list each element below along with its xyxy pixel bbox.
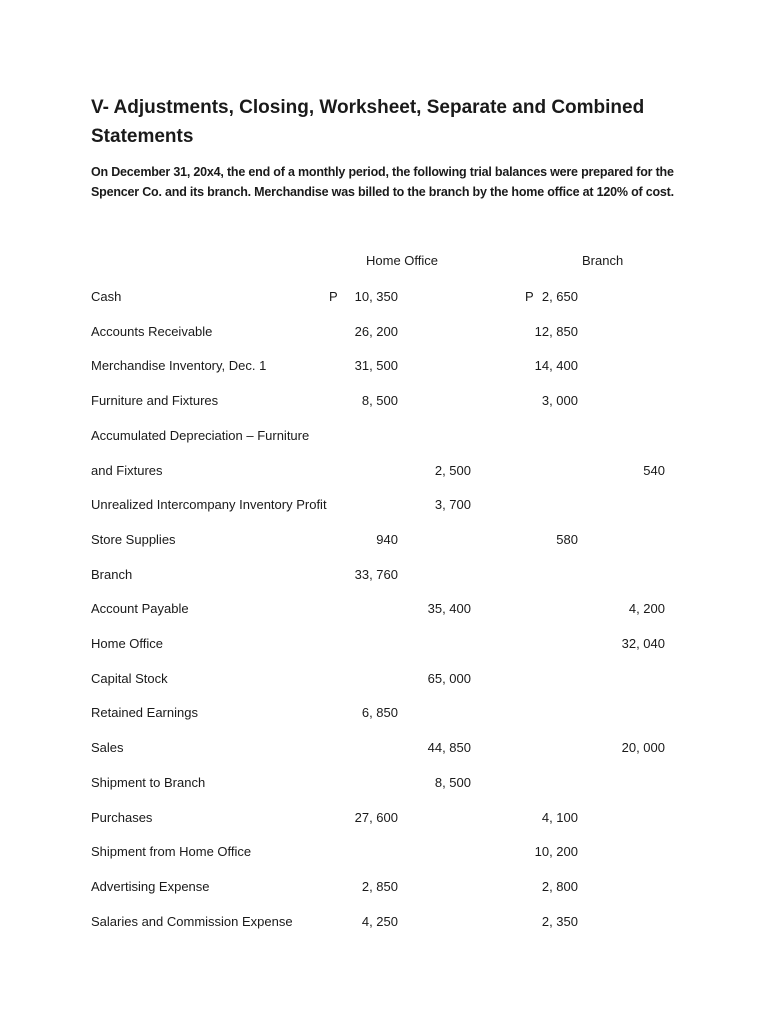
table-row <box>0 357 768 375</box>
home-debit-value: 27, 600 <box>354 810 398 825</box>
account-label: Store Supplies <box>91 532 176 547</box>
account-label: Merchandise Inventory, Dec. 1 <box>91 358 267 373</box>
home-credit-value: 8, 500 <box>434 775 471 790</box>
table-row <box>0 427 768 445</box>
branch-credit-value: 32, 040 <box>621 636 665 651</box>
account-label: Salaries and Commission Expense <box>91 914 293 929</box>
branch-credit-value: 20, 000 <box>621 740 665 755</box>
account-label: Unrealized Intercompany Inventory Profit <box>91 497 327 512</box>
table-row <box>0 704 768 722</box>
table-row <box>0 392 768 410</box>
branch-credit-value: 4, 200 <box>628 601 665 616</box>
table-row <box>0 566 768 584</box>
account-label: Shipment from Home Office <box>91 844 252 859</box>
branch-debit-value: 12, 850 <box>534 324 578 339</box>
home-debit-value: 10, 350 <box>354 289 398 304</box>
account-label: Cash <box>91 289 122 304</box>
home-credit-value: 35, 400 <box>427 601 471 616</box>
table-row <box>0 843 768 861</box>
branch-debit-value: 14, 400 <box>534 358 578 373</box>
branch-debit-value: 2, 650 <box>541 289 578 304</box>
account-label: Account Payable <box>91 601 189 616</box>
account-label: Shipment to Branch <box>91 775 206 790</box>
table-row <box>0 288 768 306</box>
home-debit-value: 4, 250 <box>361 914 398 929</box>
table-row <box>0 496 768 514</box>
page-title: V- Adjustments, Closing, Worksheet, Separate and Combined Statements <box>91 97 645 147</box>
home-credit-value: 3, 700 <box>434 497 471 512</box>
home-debit-value: 940 <box>376 532 398 547</box>
branch-debit-value: 2, 800 <box>541 879 578 894</box>
branch-debit-value: 3, 000 <box>541 393 578 408</box>
table-row <box>0 739 768 757</box>
table-row <box>0 913 768 931</box>
home-debit-value: 31, 500 <box>354 358 398 373</box>
home-debit-value: 6, 850 <box>361 705 398 720</box>
column-header-branch: Branch <box>582 253 624 268</box>
home-credit-value: 65, 000 <box>427 671 471 686</box>
account-label: Accounts Receivable <box>91 324 213 339</box>
table-row <box>0 531 768 549</box>
table-row <box>0 774 768 792</box>
home-debit-value: 2, 850 <box>361 879 398 894</box>
table-row <box>0 323 768 341</box>
account-label: Accumulated Depreciation – Furniture <box>91 428 310 443</box>
currency-symbol: P <box>525 289 534 304</box>
home-debit-value: 8, 500 <box>361 393 398 408</box>
account-label: Capital Stock <box>91 671 168 686</box>
table-row <box>0 809 768 827</box>
account-label: Retained Earnings <box>91 705 198 720</box>
branch-debit-value: 580 <box>556 532 578 547</box>
account-label: and Fixtures <box>91 463 163 478</box>
home-credit-value: 2, 500 <box>434 463 471 478</box>
account-label: Purchases <box>91 810 153 825</box>
account-label: Sales <box>91 740 124 755</box>
table-row <box>0 462 768 480</box>
table-row <box>0 878 768 896</box>
home-credit-value: 44, 850 <box>427 740 471 755</box>
currency-symbol: P <box>329 289 338 304</box>
account-label: Furniture and Fixtures <box>91 393 219 408</box>
home-debit-value: 33, 760 <box>354 567 398 582</box>
branch-credit-value: 540 <box>643 463 665 478</box>
branch-debit-value: 2, 350 <box>541 914 578 929</box>
branch-debit-value: 10, 200 <box>534 844 578 859</box>
account-label: Advertising Expense <box>91 879 210 894</box>
table-row <box>0 600 768 618</box>
home-debit-value: 26, 200 <box>354 324 398 339</box>
table-row <box>0 670 768 688</box>
account-label: Branch <box>91 567 133 582</box>
table-row <box>0 635 768 653</box>
branch-debit-value: 4, 100 <box>541 810 578 825</box>
column-header-home-office: Home Office <box>366 253 439 268</box>
account-label: Home Office <box>91 636 164 651</box>
intro-paragraph: On December 31, 20x4, the end of a monthly period, the following trial balances were prepared for the Spencer Co. and its branch. Merchandise was billed to the branch by the home office at 120% of cost. <box>91 165 674 199</box>
